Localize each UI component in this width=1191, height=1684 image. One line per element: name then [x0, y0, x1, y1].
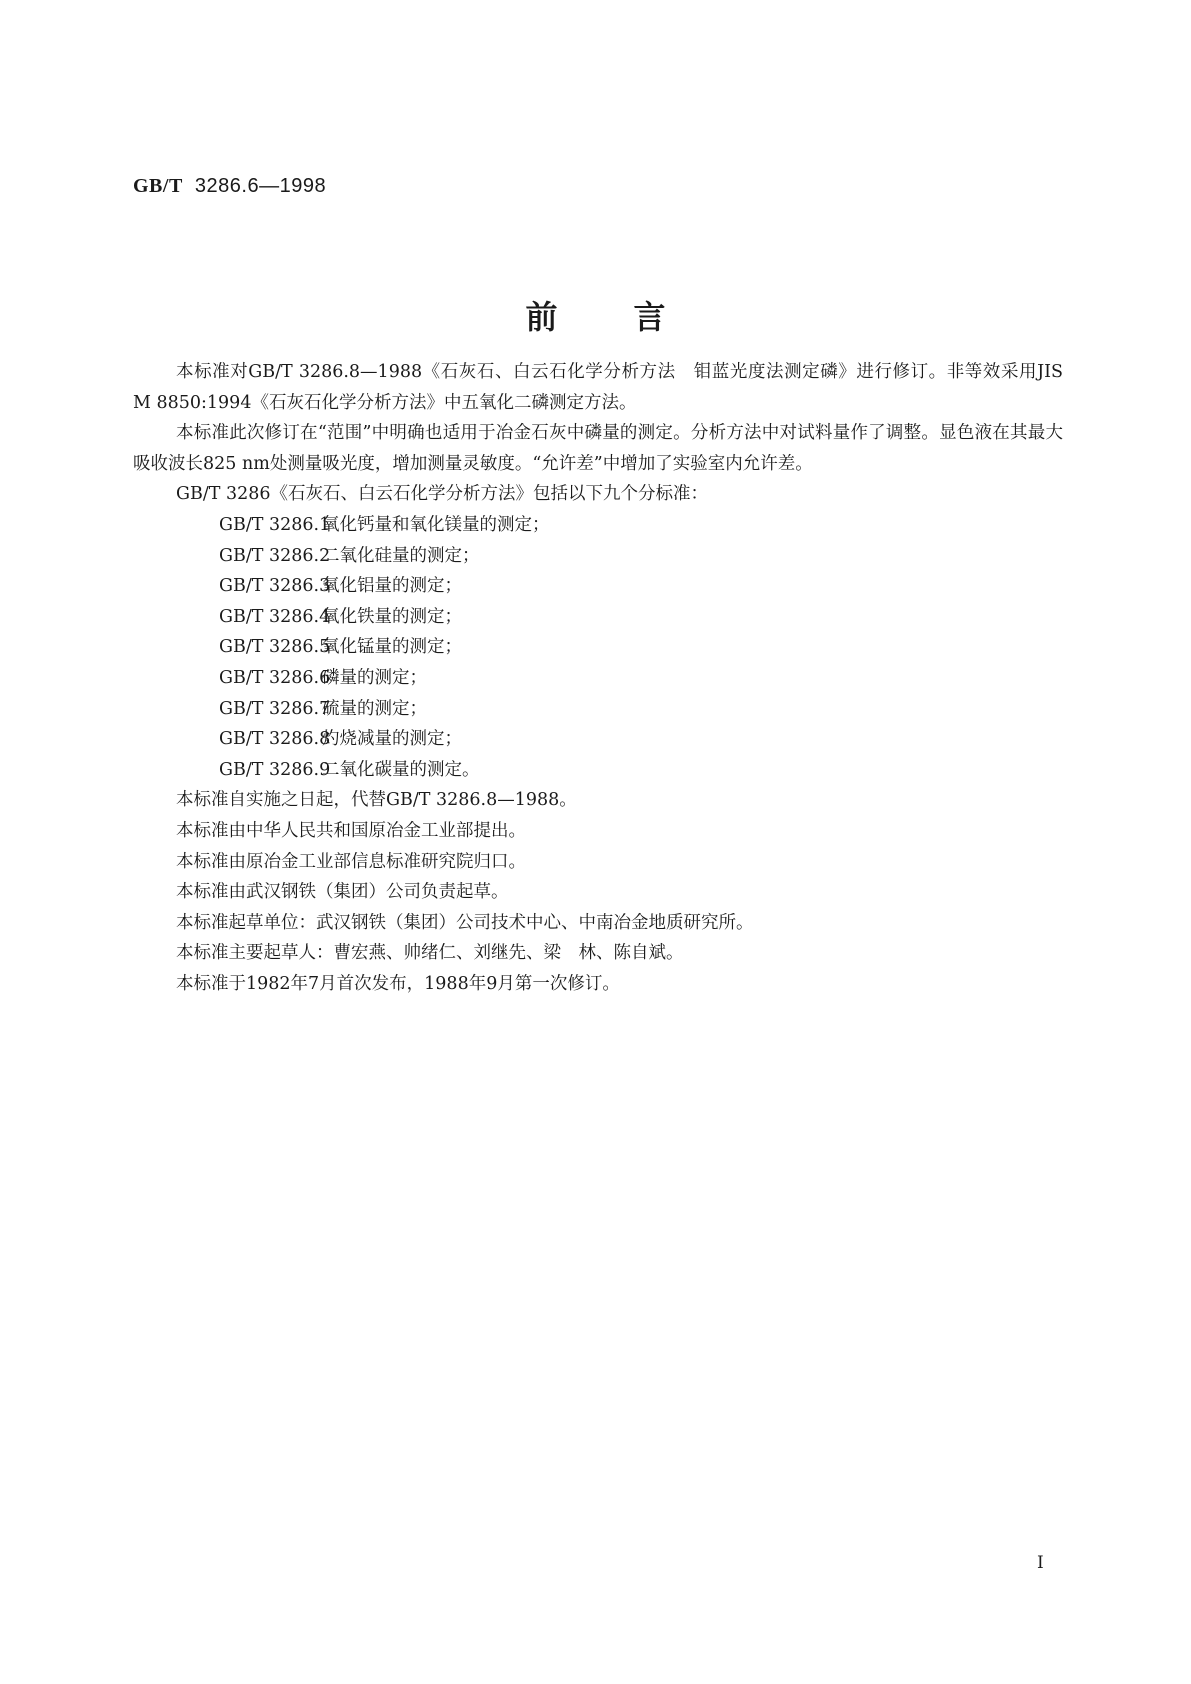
- standard-title: 硫量的测定；: [322, 698, 427, 719]
- document-code-number: 3286.6—1998: [194, 175, 327, 197]
- paragraph-drafting-lead: 本标准由武汉钢铁（集团）公司负责起草。: [176, 882, 509, 903]
- paragraph-history: 本标准于1982年7月首次发布，1988年9月第一次修订。: [176, 973, 620, 994]
- standards-list-item: [133, 724, 1063, 755]
- paragraph-drafting-units: 本标准起草单位：武汉钢铁（集团）公司技术中心、中南冶金地质研究所。: [176, 912, 754, 933]
- page-title: 前言: [525, 298, 742, 336]
- standard-code: GB/T 3286.4: [219, 606, 331, 627]
- standard-code: GB/T 3286.1: [219, 514, 331, 535]
- paragraph-drafters: 本标准主要起草人：曹宏燕、帅绪仁、刘继先、梁 林、陈自斌。: [176, 943, 684, 964]
- standard-title: 二氧化硅量的测定；: [322, 545, 480, 566]
- standard-code: GB/T 3286.7: [219, 698, 331, 719]
- standard-title: 灼烧减量的测定；: [322, 729, 462, 750]
- standard-code: GB/T 3286.9: [219, 759, 331, 780]
- standards-list-item: [133, 755, 1063, 786]
- standard-title: 氧化钙量和氧化镁量的测定；: [322, 514, 550, 535]
- standards-list-item: [133, 510, 1063, 541]
- standard-code: GB/T 3286.5: [219, 637, 331, 658]
- standard-title: 氧化铁量的测定；: [322, 606, 462, 627]
- standard-title: 二氧化碳量的测定。: [322, 759, 480, 780]
- standard-title: 氧化锰量的测定；: [322, 637, 462, 658]
- paragraph-series-intro: GB/T 3286《石灰石、白云石化学分析方法》包括以下九个分标准：: [176, 484, 709, 505]
- standard-code: GB/T 3286.6: [219, 667, 331, 688]
- standard-title: 磷量的测定；: [322, 667, 427, 688]
- paragraph-replaces: 本标准自实施之日起，代替GB/T 3286.8—1988。: [176, 790, 577, 811]
- document-code-prefix: GB/T: [133, 175, 183, 197]
- standard-code: GB/T 3286.2: [219, 545, 331, 566]
- standard-title: 氧化铝量的测定；: [322, 576, 462, 597]
- paragraph-changes: 本标准此次修订在“范围”中明确也适用于冶金石灰中磷量的测定。分析方法中对试料量作了调整。显色液在其最大吸收波长825 nm处测量吸光度，增加测量灵敏度。“允许差”中增加了实验室内允许差。: [133, 423, 1063, 474]
- paragraph-revision: 本标准对GB/T 3286.8—1988《石灰石、白云石化学分析方法 钼蓝光度法测定磷》进行修订。非等效采用JIS M 8850:1994《石灰石化学分析方法》中五氧化二磷测定方法。: [133, 362, 1063, 413]
- standards-list-item: [133, 694, 1063, 725]
- page-number: I: [1037, 1553, 1044, 1573]
- paragraph-proposed-by: 本标准由中华人民共和国原冶金工业部提出。: [176, 820, 526, 841]
- standards-list-item: [133, 602, 1063, 633]
- document-code: [133, 175, 326, 198]
- standards-list-item: [133, 571, 1063, 602]
- foreword-body: [133, 357, 1063, 999]
- standards-list-item: [133, 663, 1063, 694]
- standard-code: GB/T 3286.8: [219, 729, 331, 750]
- standards-list-item: [133, 632, 1063, 663]
- standards-list-item: [133, 541, 1063, 572]
- paragraph-administered-by: 本标准由原冶金工业部信息标准研究院归口。: [176, 851, 526, 872]
- standard-code: GB/T 3286.3: [219, 576, 331, 597]
